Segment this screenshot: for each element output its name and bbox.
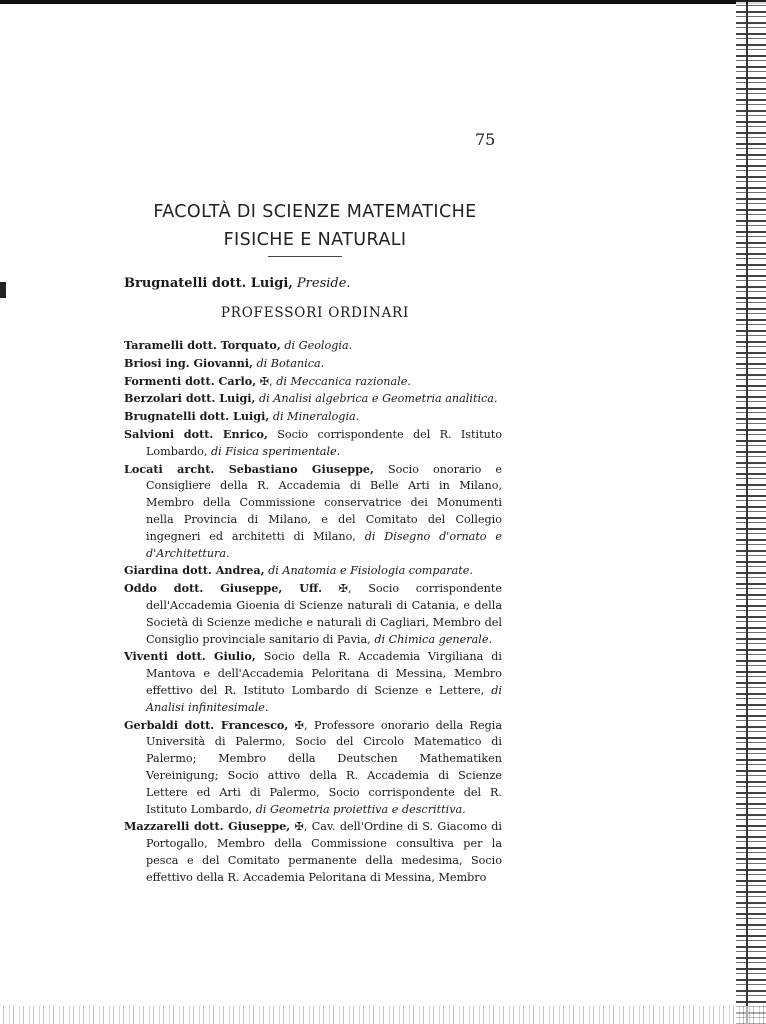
professor-entry: Formenti dott. Carlo, ✠, di Meccanica razionale. bbox=[124, 373, 411, 388]
heading-line-2: FISICHE E NATURALI bbox=[223, 230, 407, 250]
professor-entry: Oddo dott. Giuseppe, Uff. ✠, Socio corrispondente dell'Accademia Gioenia di Scienze naturali di Catania, e della Società di Scienze mediche e naturali di Cagliari, Membro del Consiglio provinciale sanitario di Pavia, di Chimica generale. bbox=[124, 581, 502, 646]
page-number: 75 bbox=[475, 130, 496, 149]
binding-edge bbox=[736, 0, 766, 1024]
scan-bottom-edge bbox=[0, 1006, 766, 1024]
heading-divider bbox=[268, 256, 342, 257]
heading-line-1: FACOLTÀ DI SCIENZE MATEMATICHE bbox=[153, 202, 477, 222]
margin-mark bbox=[0, 282, 6, 298]
professors-list bbox=[124, 337, 502, 887]
section-title: PROFESSORI ORDINARI bbox=[220, 305, 410, 321]
professor-entry: Berzolari dott. Luigi, di Analisi algebrica e Geometria analitica. bbox=[124, 391, 498, 406]
professor-entry: Briosi ing. Giovanni, di Botanica. bbox=[124, 355, 325, 370]
professor-entry: Viventi dott. Giulio, Socio della R. Accademia Virgiliana di Mantova e dell'Accademia Peloritana di Messina, Membro effettivo del R. Istituto Lombardo di Scienze e Lettere, di Analisi infinitesimale. bbox=[124, 649, 502, 714]
professor-entry: Mazzarelli dott. Giuseppe, ✠, Cav. dell'Ordine di S. Giacomo di Portogallo, Membro della Commissione consultiva per la pesca e del Comitato permanente della medesima, Socio effettivo della R. Accademia Peloritana di Messina, Membro bbox=[124, 819, 502, 884]
professor-entry: Giardina dott. Andrea, di Anatomia e Fisiologia comparate. bbox=[124, 563, 473, 578]
preside-name: Brugnatelli dott. Luigi, bbox=[124, 276, 293, 291]
professor-entry: Brugnatelli dott. Luigi, di Mineralogia. bbox=[124, 409, 360, 424]
scan-top-edge bbox=[0, 0, 766, 4]
preside-role: Preside. bbox=[296, 276, 351, 291]
professor-entry: Locati archt. Sebastiano Giuseppe, Socio onorario e Consigliere della R. Accademia di Belle Arti in Milano, Membro della Commissione conservatrice dei Monumenti nella Provincia di Milano, e del Comitato del Collegio ingegneri ed architetti di Milano, di Disegno d'ornato e d'Architettura. bbox=[124, 461, 502, 560]
faculty-heading bbox=[120, 198, 510, 254]
professor-entry: Salvioni dott. Enrico, Socio corrispondente del R. Istituto Lombardo, di Fisica sperimentale. bbox=[124, 426, 503, 458]
professor-entry: Taramelli dott. Torquato, di Geologia. bbox=[124, 338, 353, 352]
professor-entry: Gerbaldi dott. Francesco, ✠, Professore onorario della Regia Università di Palermo, Socio del Circolo Matematico di Palermo; Membro della Deutschen Mathematiken Vereinigung; Socio attivo della R. Accademia di Scienze Lettere ed Arti di Palermo, Socio corrispondente del R. Istituto Lombardo, di Geometria proiettiva e descrittiva. bbox=[124, 717, 502, 816]
preside-line bbox=[124, 276, 351, 291]
